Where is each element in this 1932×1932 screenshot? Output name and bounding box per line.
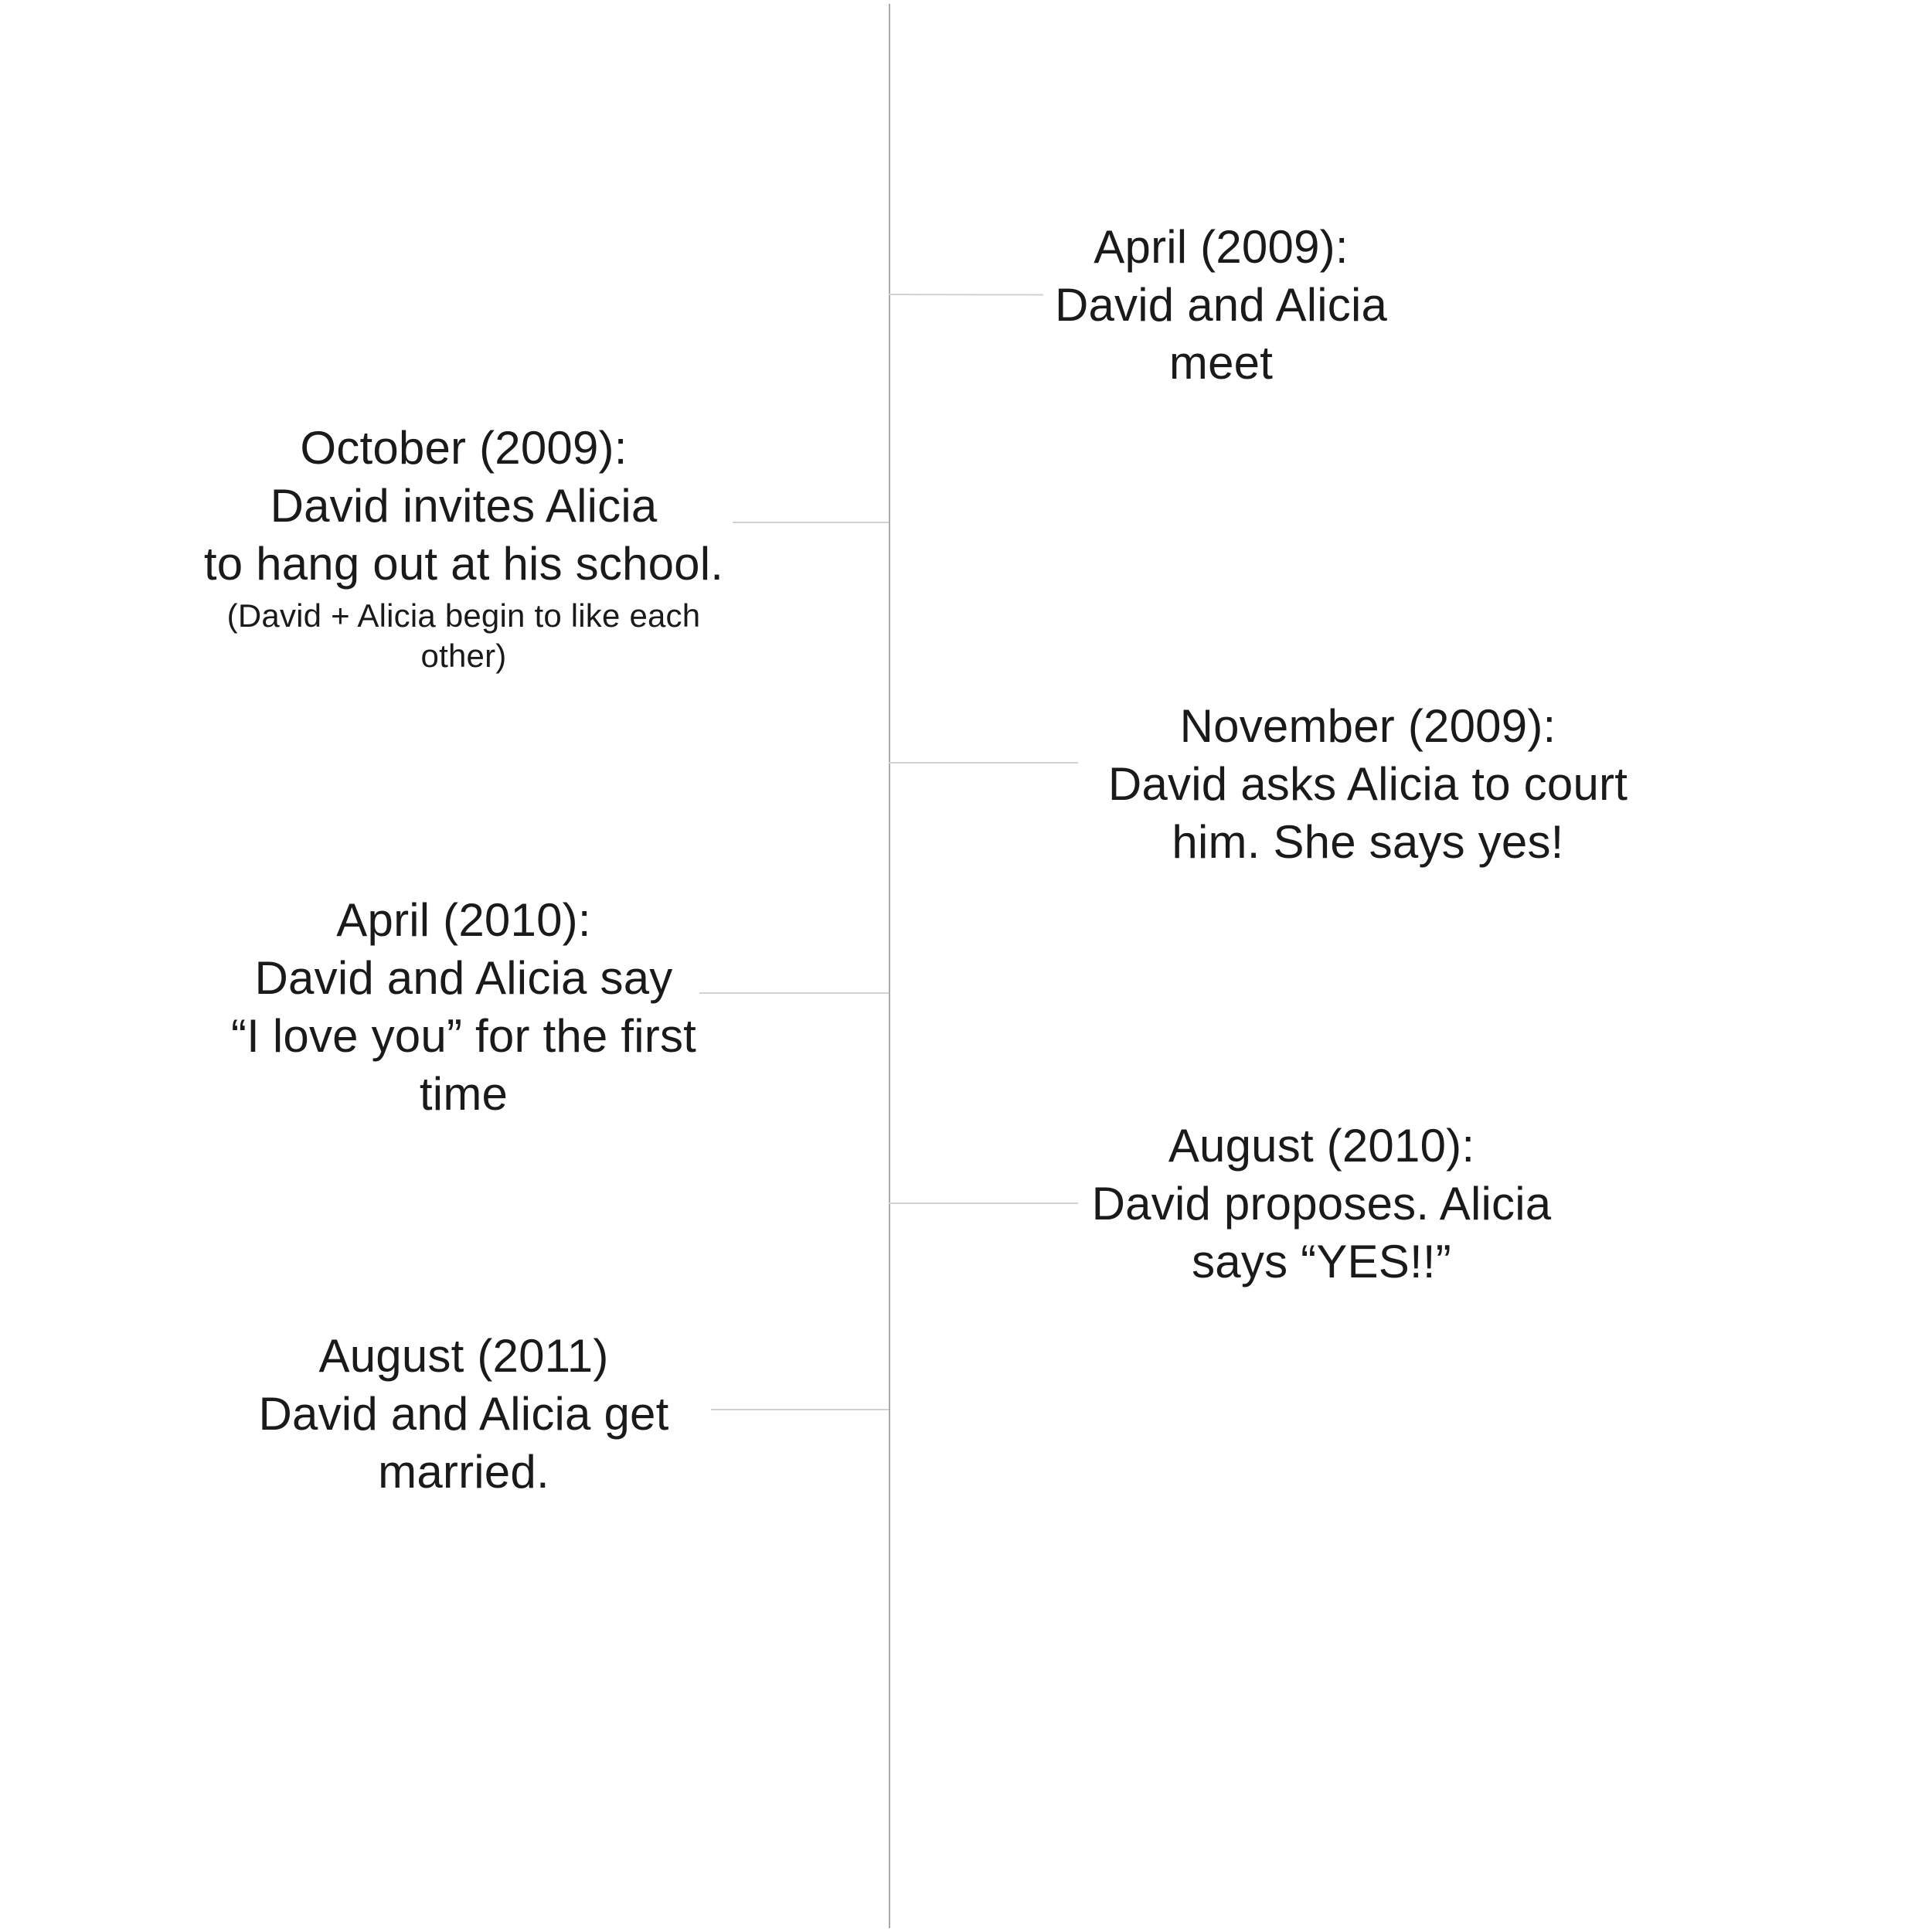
connector-august-2010 <box>889 1202 1078 1204</box>
event-date: August (2011) <box>318 1330 609 1382</box>
connector-october-2009 <box>733 522 889 523</box>
event-november-2009 <box>1082 697 1654 871</box>
event-text: time <box>419 1068 509 1120</box>
event-october-2009 <box>185 419 742 676</box>
event-text: “I love you” for the first <box>230 1010 697 1062</box>
event-text: married. <box>378 1446 549 1498</box>
event-text: David and Alicia <box>1054 279 1388 331</box>
event-text: David and Alicia get <box>258 1388 669 1440</box>
connector-august-2011 <box>711 1409 889 1410</box>
event-note: (David + Alicia begin to like each other) <box>226 597 701 674</box>
event-text: him. She says yes! <box>1172 816 1564 868</box>
event-text: David proposes. Alicia <box>1091 1178 1552 1230</box>
event-text: says “YES!!” <box>1192 1236 1451 1287</box>
event-august-2010 <box>1059 1117 1584 1291</box>
event-date: October (2009): <box>300 422 628 474</box>
event-april-2009 <box>1020 218 1422 392</box>
event-date: November (2009): <box>1179 700 1556 752</box>
event-text: David asks Alicia to court <box>1107 758 1628 810</box>
event-text: meet <box>1168 337 1274 389</box>
event-date: August (2010): <box>1168 1120 1475 1172</box>
connector-november-2009 <box>889 762 1078 764</box>
event-text: David invites Alicia <box>270 480 658 532</box>
event-august-2011 <box>193 1327 734 1501</box>
event-text: to hang out at his school. <box>203 538 724 590</box>
event-date: April (2010): <box>336 894 591 946</box>
event-date: April (2009): <box>1094 221 1349 273</box>
event-april-2010 <box>193 891 734 1123</box>
event-text: David and Alicia say <box>254 952 673 1004</box>
timeline-spine <box>889 4 890 1928</box>
